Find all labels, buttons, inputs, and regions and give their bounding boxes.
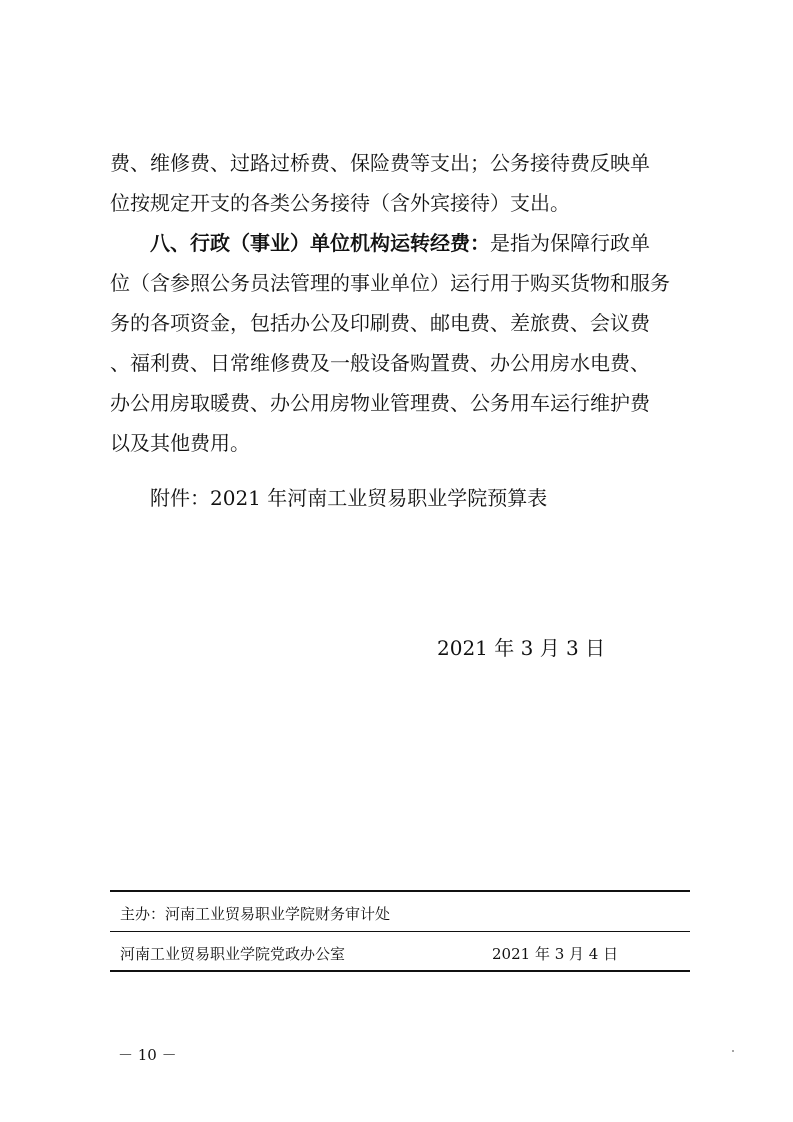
scan-dot — [732, 1050, 734, 1052]
section-8-first-line — [110, 223, 690, 263]
section-8-text: 是指为保障行政单 — [490, 231, 650, 255]
body-text — [110, 143, 690, 463]
footer-bottom-rule — [110, 970, 690, 972]
footer-issuer: 河南工业贸易职业学院党政办公室 — [120, 945, 346, 963]
footer-issue-date: 2021 年 3 月 4 日 — [492, 945, 619, 963]
paragraph-line: 务的各项资金，包括办公及印刷费、邮电费、差旅费、会议费 — [110, 311, 650, 335]
paragraph-line: 以及其他费用。 — [110, 431, 250, 455]
paragraph-line: 费、维修费、过路过桥费、保险费等支出；公务接待费反映单 — [110, 151, 650, 175]
footer-top-rule — [110, 890, 690, 892]
paragraph-line: 位按规定开支的各类公务接待（含外宾接待）支出。 — [110, 191, 570, 215]
attachment-line: 附件：2021 年河南工业贸易职业学院预算表 — [150, 486, 548, 510]
page-number: － 10 － — [118, 1046, 177, 1064]
section-8-heading: 八、行政（事业）单位机构运转经费： — [150, 231, 490, 255]
paragraph-line: 、福利费、日常维修费及一般设备购置费、办公用房水电费、 — [110, 351, 650, 375]
paragraph-line: 位（含参照公务员法管理的事业单位）运行用于购买货物和服务 — [110, 271, 670, 295]
paragraph-line: 办公用房取暖费、办公用房物业管理费、公务用车运行维护费 — [110, 391, 650, 415]
footer-sponsor: 主办：河南工业贸易职业学院财务审计处 — [120, 905, 391, 923]
footer-middle-rule — [110, 931, 690, 932]
document-footer — [110, 890, 690, 970]
signature-date: 2021 年 3 月 3 日 — [437, 636, 606, 660]
